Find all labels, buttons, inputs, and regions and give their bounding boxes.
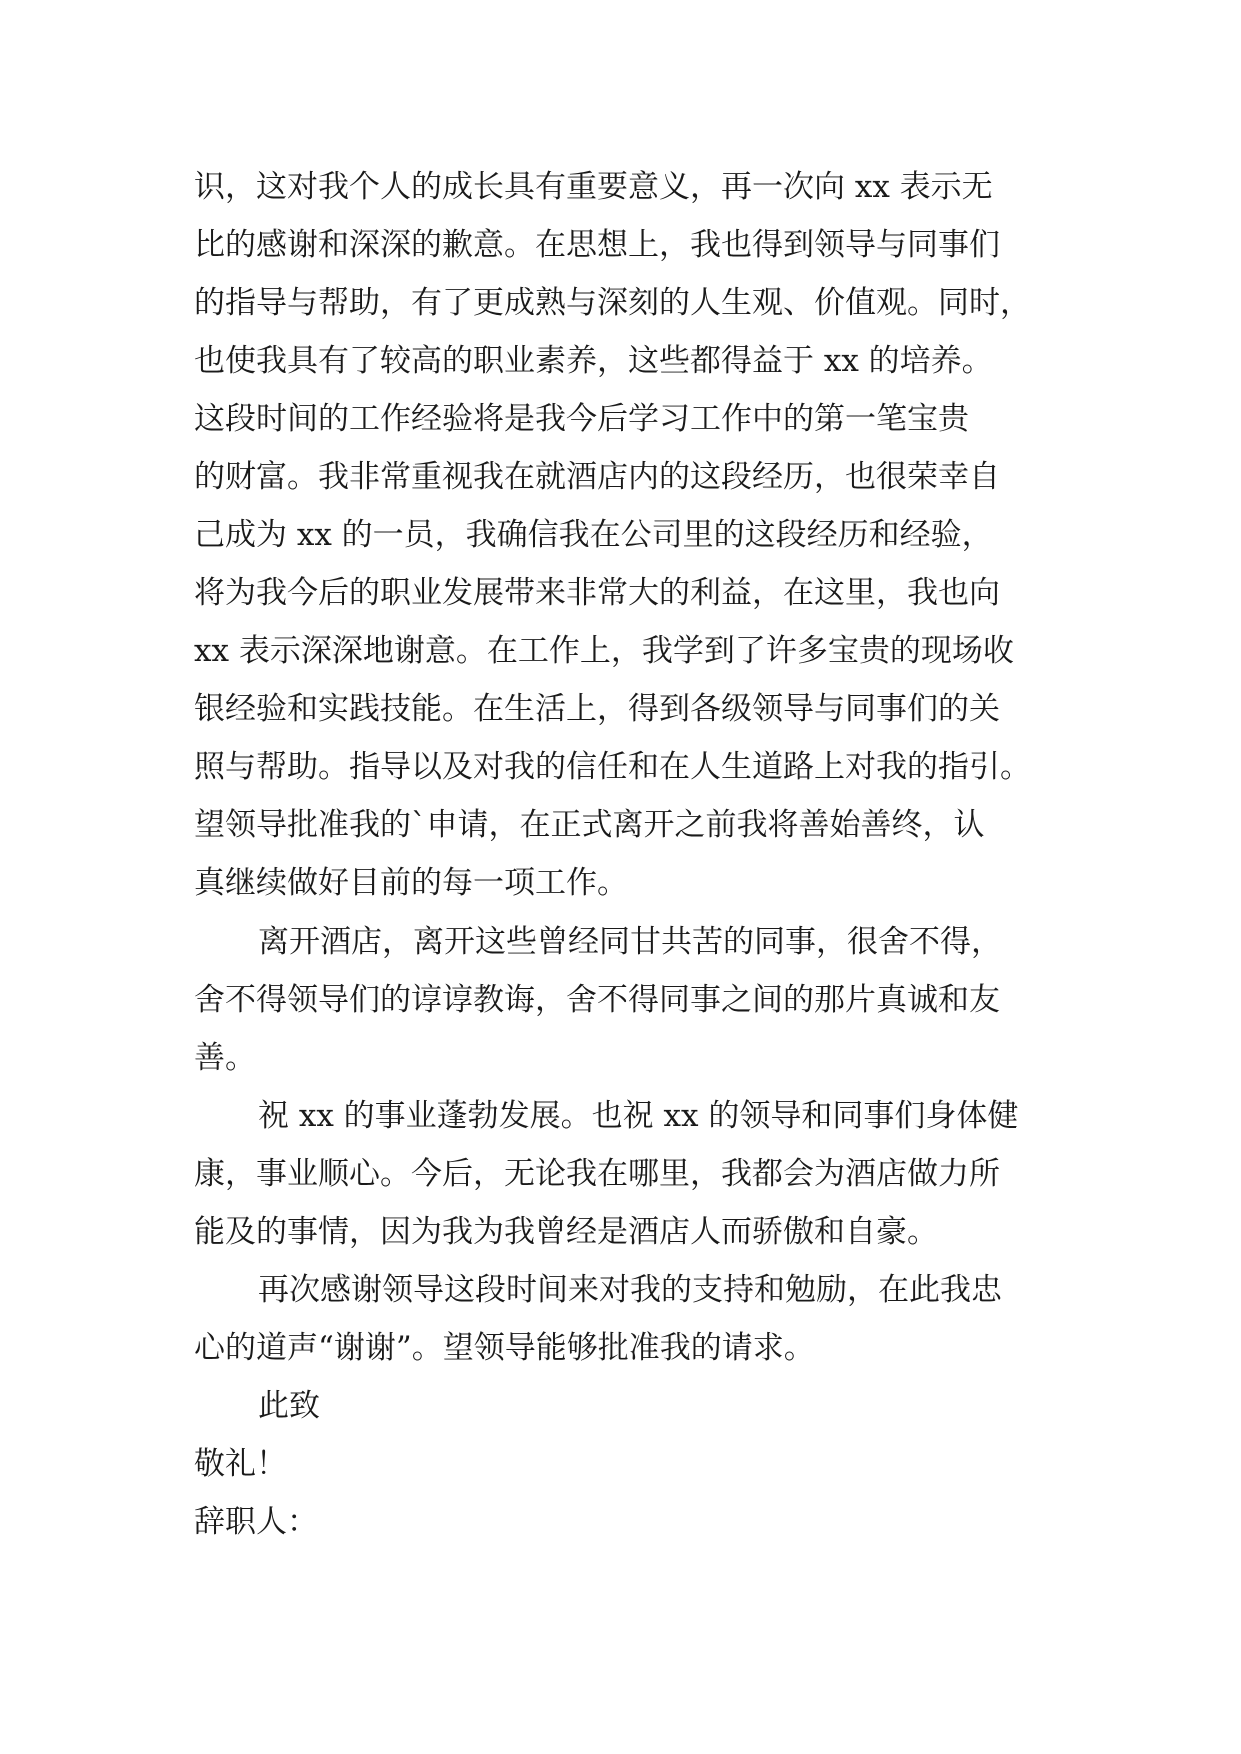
salutation: 敬礼！ <box>194 1446 287 1482</box>
paragraph-first-line: 祝 xx 的事业蓬勃发展。也祝 xx 的领导和同事们身体健 <box>258 1098 1019 1134</box>
body-line: 真继续做好目前的每一项工作。 <box>194 865 628 901</box>
body-line: 也使我具有了较高的职业素养，这些都得益于 xx 的培养。 <box>194 343 993 379</box>
body-line: 识，这对我个人的成长具有重要意义，再一次向 xx 表示无 <box>194 169 993 205</box>
body-line: 能及的事情，因为我为我曾经是酒店人而骄傲和自豪。 <box>194 1214 938 1250</box>
closing-phrase: 此致 <box>258 1388 320 1424</box>
paragraph-first-line: 再次感谢领导这段时间来对我的支持和勉励，在此我忠 <box>258 1272 1002 1308</box>
body-line: 望领导批准我的`申请，在正式离开之前我将善始善终，认 <box>194 807 985 843</box>
body-line: 这段时间的工作经验将是我今后学习工作中的第一笔宝贵 <box>194 401 969 437</box>
body-line: 的财富。我非常重视我在就酒店内的这段经历，也很荣幸自 <box>194 459 1000 495</box>
body-line: 比的感谢和深深的歉意。在思想上，我也得到领导与同事们 <box>194 227 1000 263</box>
body-line: 的指导与帮助，有了更成熟与深刻的人生观、价值观。同时， <box>194 285 1031 321</box>
body-line: 善。 <box>194 1040 256 1076</box>
signature-label: 辞职人： <box>194 1504 318 1540</box>
body-line: 己成为 xx 的一员，我确信我在公司里的这段经历和经验， <box>194 517 993 553</box>
body-line: 心的道声“谢谢”。望领导能够批准我的请求。 <box>194 1330 815 1366</box>
body-line: xx 表示深深地谢意。在工作上，我学到了许多宝贵的现场收 <box>194 633 1014 669</box>
body-line: 舍不得领导们的谆谆教诲，舍不得同事之间的那片真诚和友 <box>194 982 1000 1018</box>
body-line: 康，事业顺心。今后，无论我在哪里，我都会为酒店做力所 <box>194 1156 1000 1192</box>
body-line: 银经验和实践技能。在生活上，得到各级领导与同事们的关 <box>194 691 1000 727</box>
body-line: 将为我今后的职业发展带来非常大的利益，在这里，我也向 <box>194 575 1000 611</box>
paragraph-first-line: 离开酒店，离开这些曾经同甘共苦的同事，很舍不得， <box>258 924 1002 960</box>
body-line: 照与帮助。指导以及对我的信任和在人生道路上对我的指引。 <box>194 749 1031 785</box>
